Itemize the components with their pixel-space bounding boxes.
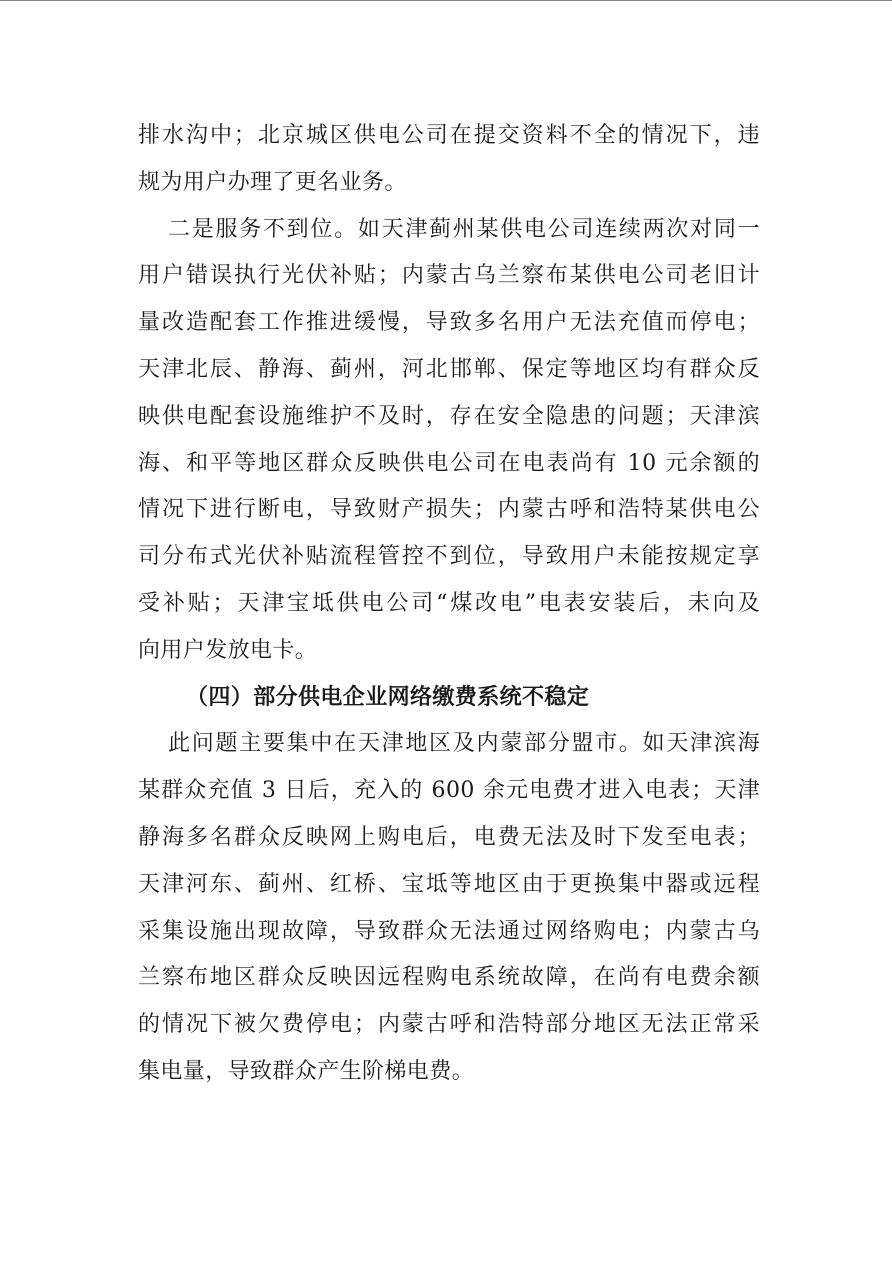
text-line: 量改造配套工作推进缓慢，导致多名用户无法充值而停电；: [138, 310, 760, 336]
text-line: 天津北辰、静海、蓟州，河北邯郸、保定等地区均有群众反: [138, 356, 760, 382]
section-heading: （四）部分供电企业网络缴费系统不稳定: [186, 684, 590, 710]
document-body: [138, 113, 760, 1096]
text-line: 排水沟中；北京城区供电公司在提交资料不全的情况下，违: [138, 123, 760, 148]
text-line: 用户错误执行光伏补贴；内蒙古乌兰察布某供电公司老旧计: [138, 263, 760, 289]
text-line: 兰察布地区群众反映因远程购电系统故障，在尚有电费余额: [138, 965, 760, 991]
paragraph-first-line: 二是服务不到位。如天津蓟州某供电公司连续两次对同一: [168, 216, 760, 242]
text-line: 某群众充值 3 日后，充入的 600 余元电费才进入电表；天津: [138, 778, 760, 804]
text-line: 情况下进行断电，导致财产损失；内蒙古呼和浩特某供电公: [138, 497, 760, 523]
text-line: 向用户发放电卡。: [138, 637, 318, 663]
text-line: 规为用户办理了更名业务。: [138, 169, 407, 195]
text-line: 司分布式光伏补贴流程管控不到位，导致用户未能按规定享: [138, 544, 760, 570]
text-line: 的情况下被欠费停电；内蒙古呼和浩特部分地区无法正常采: [138, 1012, 760, 1038]
text-line: 映供电配套设施维护不及时，存在安全隐患的问题；天津滨: [138, 403, 760, 429]
text-line: 天津河东、蓟州、红桥、宝坻等地区由于更换集中器或远程: [138, 871, 760, 897]
text-line: 受补贴；天津宝坻供电公司“煤改电”电表安装后，未向及: [138, 590, 760, 616]
text-line: 集电量，导致群众产生阶梯电费。: [138, 1058, 475, 1084]
text-line: 静海多名群众反映网上购电后，电费无法及时下发至电表；: [138, 824, 760, 850]
text-line: 海、和平等地区群众反映供电公司在电表尚有 10 元余额的: [138, 450, 760, 476]
paragraph-first-line: 此问题主要集中在天津地区及内蒙部分盟市。如天津滨海: [168, 731, 760, 757]
text-line: 采集设施出现故障，导致群众无法通过网络购电；内蒙古乌: [138, 918, 760, 944]
